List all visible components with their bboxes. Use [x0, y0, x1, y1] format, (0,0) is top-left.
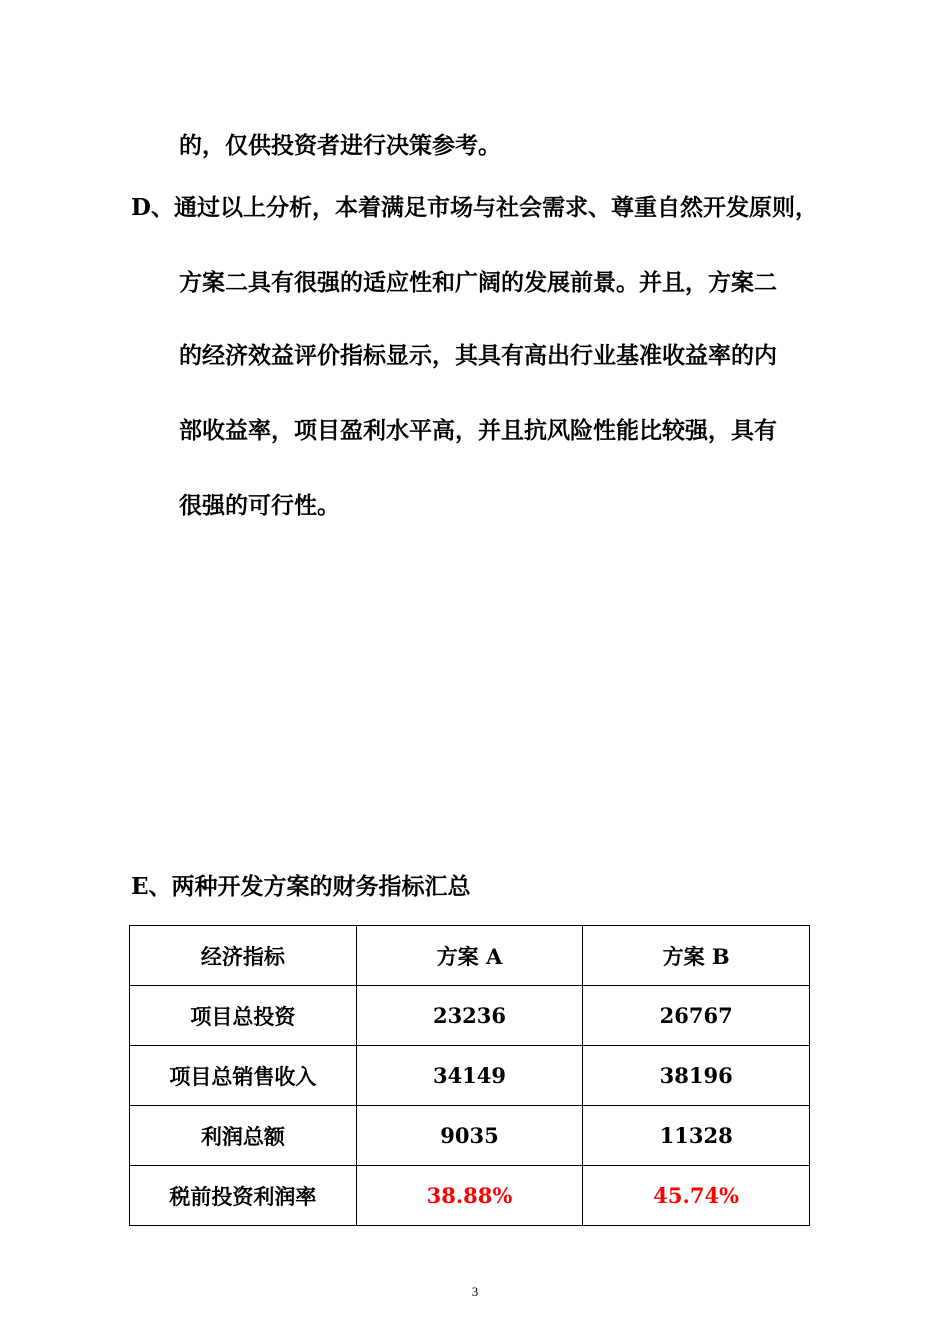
table-cell: 项目总投资 [130, 986, 357, 1046]
paragraph-d-line: 方案二具有很强的适应性和广阔的发展前景。并且，方案二 [179, 269, 777, 296]
paragraph-d-line: 很强的可行性。 [179, 492, 340, 519]
table-header-row [130, 926, 810, 986]
highlight-cell: 38.88% [356, 1166, 583, 1226]
table-cell: 9035 [356, 1106, 583, 1166]
table-row [130, 1046, 810, 1106]
table-cell: 利润总额 [130, 1106, 357, 1166]
table-row [130, 986, 810, 1046]
table-cell: 税前投资利润率 [130, 1166, 357, 1226]
header-cell: 方案 A [356, 926, 583, 986]
table-cell: 26767 [583, 986, 810, 1046]
table-cell: 项目总销售收入 [130, 1046, 357, 1106]
highlight-cell: 45.74% [583, 1166, 810, 1226]
header-cell: 方案 B [583, 926, 810, 986]
table-cell: 11328 [583, 1106, 810, 1166]
table-row [130, 1166, 810, 1226]
table-cell: 38196 [583, 1046, 810, 1106]
page-number: 3 [471, 1284, 479, 1299]
table-row [130, 1106, 810, 1166]
header-cell: 经济指标 [130, 926, 357, 986]
section-e-title: E、两种开发方案的财务指标汇总 [131, 873, 471, 900]
financial-indicators-table [129, 925, 810, 1226]
paragraph-d-line: 的经济效益评价指标显示，其具有高出行业基准收益率的内 [179, 342, 777, 369]
paragraph-c-tail: 的，仅供投资者进行决策参考。 [179, 132, 501, 159]
paragraph-d-line: D、通过以上分析，本着满足市场与社会需求、尊重自然开发原则， [131, 194, 818, 221]
table-cell: 23236 [356, 986, 583, 1046]
table-cell: 34149 [356, 1046, 583, 1106]
paragraph-d-line: 部收益率，项目盈利水平高，并且抗风险性能比较强，具有 [179, 417, 777, 444]
